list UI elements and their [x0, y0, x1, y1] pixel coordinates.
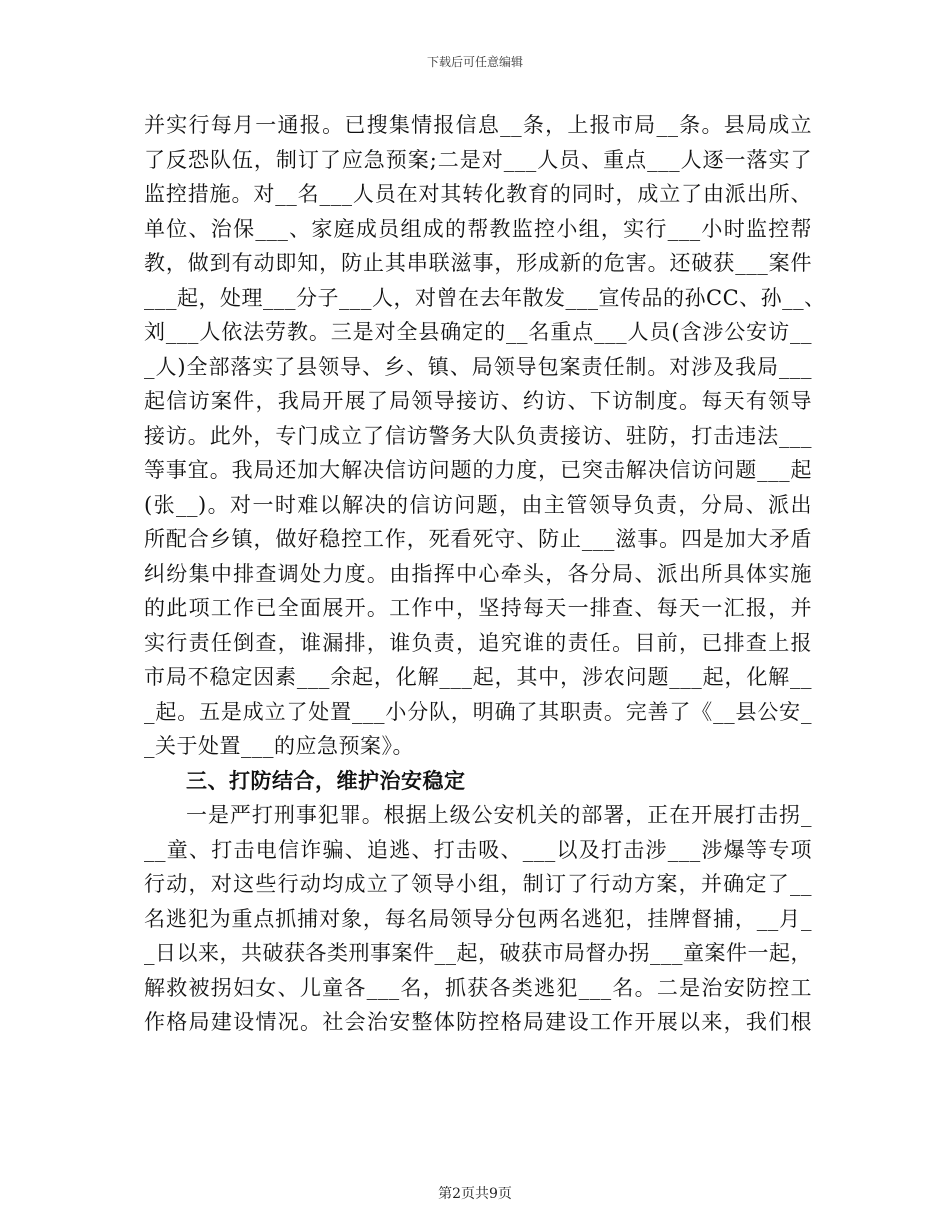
section-heading: 三、打防结合，维护治安稳定	[186, 767, 466, 793]
body-line: 市局不稳定因素___余起，化解___起，其中，涉农问题___起，化解__	[144, 665, 812, 689]
document-body	[144, 108, 826, 1040]
body-line: 解救被拐妇女、儿童各___名，抓获各类逃犯___名。二是治安防控工	[144, 975, 812, 1000]
body-line: 单位、治保___、家庭成员组成的帮教监控小组，实行___小时监控帮	[144, 216, 812, 241]
body-line: _关于处置___的应急预案》。	[144, 734, 414, 758]
body-line: 起信访案件，我局开展了局领导接访、约访、下访制度。每天有领导	[144, 389, 812, 413]
body-line: 了反恐队伍，制订了应急预案;二是对___人员、重点___人逐一落实了	[144, 147, 812, 172]
body-line: 作格局建设情况。社会治安整体防控格局建设工作开展以来，我们根	[144, 1010, 812, 1034]
page-header: 下载后可任意编辑	[426, 55, 523, 69]
body-line: 接访。此外，专门成立了信访警务大队负责接访、驻防，打击违法___	[144, 423, 812, 448]
body-line: 监控措施。对__名___人员在对其转化教育的同时，成立了由派出所、	[144, 182, 812, 206]
page-number: 第2页共9页	[438, 1186, 512, 1202]
body-line: 并实行每月一通报。已搜集情报信息__条，上报市局__条。县局成立	[144, 113, 812, 137]
body-line: 等事宜。我局还加大解决信访问题的力度，已突击解决信访问题___起	[144, 458, 812, 482]
body-line: 实行责任倒查，谁漏排，谁负责，追究谁的责任。目前，已排查上报	[144, 630, 812, 655]
body-line: 一是严打刑事犯罪。根据上级公安机关的部署，正在开展打击拐_	[186, 803, 812, 827]
body-line: 所配合乡镇，做好稳控工作，死看死守、防止___滋事。四是加大矛盾	[144, 527, 812, 551]
body-line: 刘___人依法劳教。三是对全县确定的__名重点___人员(含涉公安访__	[144, 320, 812, 344]
body-line: _人)全部落实了县领导、乡、镇、局领导包案责任制。对涉及我局___	[144, 354, 812, 379]
body-line: 教，做到有动即知，防止其串联滋事，形成新的危害。还破获___案件	[144, 251, 812, 275]
body-line: _起。五是成立了处置___小分队，明确了其职责。完善了《__县公安_	[144, 699, 812, 724]
body-line: _日以来，共破获各类刑事案件__起，破获市局督办拐___童案件一起，	[144, 941, 812, 965]
body-line: 纠纷集中排查调处力度。由指挥中心牵头，各分局、派出所具体实施	[144, 561, 812, 586]
body-line: 行动，对这些行动均成立了领导小组，制订了行动方案，并确定了__	[144, 872, 812, 896]
body-line: 的此项工作已全面展开。工作中，坚持每天一排查、每天一汇报，并	[144, 596, 812, 620]
body-line: 名逃犯为重点抓捕对象，每名局领导分包两名逃犯，挂牌督捕，__月_	[144, 906, 812, 931]
body-line: __童、打击电信诈骗、追逃、打击吸、___以及打击涉___涉爆等专项	[144, 837, 812, 862]
body-line: (张__)。对一时难以解决的信访问题，由主管领导负责，分局、派出	[144, 492, 812, 517]
body-line: ___起，处理___分子___人，对曾在去年散发___宣传品的孙CC、孙__、	[144, 285, 826, 310]
